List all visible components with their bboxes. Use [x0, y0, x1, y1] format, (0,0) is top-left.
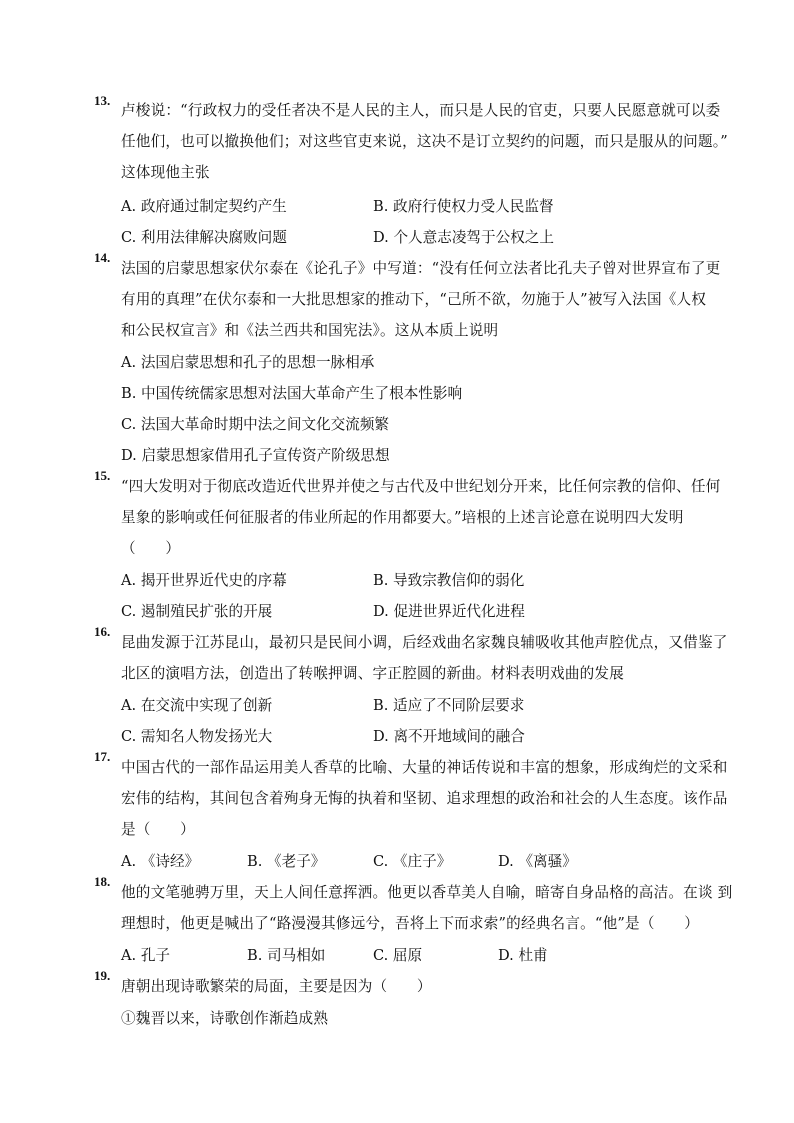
question-text-line: 有用的真理”在伏尔泰和一大批思想家的推动下，“己所不欲，勿施于人”被写入法国《人权: [121, 291, 707, 308]
option-c: C. 《庄子》: [373, 853, 452, 870]
option-b: B. 《老子》: [247, 853, 326, 870]
option-c: C. 需知名人物发扬光大: [121, 728, 273, 745]
option-b: B. 司马相如: [247, 947, 326, 964]
question-text-line: 法国的启蒙思想家伏尔泰在《论孔子》中写道：“没有任何立法者比孔夫子曾对世界宣布了更: [121, 260, 721, 277]
option-a: A. 揭开世界近代史的序幕: [121, 572, 287, 589]
option-d: D. 《离骚》: [498, 853, 577, 870]
option-b: B. 适应了不同阶层要求: [373, 697, 525, 714]
option-a: A. 孔子: [121, 947, 171, 964]
option-d: D. 杜甫: [498, 947, 548, 964]
option-c: C. 利用法律解决腐败问题: [121, 229, 287, 246]
question-text-line: 他的文笔驰骋万里，天上人间任意挥洒。他更以香草美人自喻，暗寄自身品格的高洁。在谈 到: [121, 884, 733, 901]
question-text-line: 这体现他主张: [121, 164, 210, 181]
question-number: 13.: [94, 93, 111, 108]
question-number: 14.: [94, 250, 111, 265]
question-text-line: 卢梭说：“行政权力的受任者决不是人民的主人，而只是人民的官吏，只要人民愿意就可以委: [121, 102, 721, 119]
question-text-line: 和公民权宣言》和《法兰西共和国宪法》。这从本质上说明: [121, 322, 499, 339]
question-text-line: 星象的影响或任何征服者的伟业所起的作用都要大。”培根的上述言论意在说明四大发明: [121, 509, 684, 526]
question-text-line: 是（ ）: [121, 821, 195, 838]
option-d: D. 促进世界近代化进程: [373, 603, 525, 620]
question-number: 16.: [94, 624, 111, 639]
option-c: C. 遏制殖民扩张的开展: [121, 603, 273, 620]
option-a: A. 法国启蒙思想和孔子的思想一脉相承: [121, 354, 375, 371]
question-text-line: 北区的演唱方法，创造出了转喉押调、字正腔圆的新曲。材料表明戏曲的发展: [121, 665, 624, 682]
option-b: B. 导致宗教信仰的弱化: [373, 572, 525, 589]
question-number: 19.: [94, 968, 111, 983]
question-number: 17.: [94, 749, 111, 764]
option-b: B. 中国传统儒家思想对法国大革命产生了根本性影响: [121, 385, 463, 402]
question-text-line: 任他们，也可以撤换他们；对这些官吏来说，这决不是订立契约的问题，而只是服从的问题。”: [121, 133, 728, 150]
question-text-line: （ ）: [121, 540, 181, 557]
question-text-line: 昆曲发源于江苏昆山，最初只是民间小调，后经戏曲名家魏良辅吸收其他声腔优点，又借鉴了: [121, 634, 728, 651]
question-number: 15.: [94, 468, 111, 483]
option-a: A. 《诗经》: [121, 853, 200, 870]
question-text-line: 宏伟的结构，其间包含着殉身无悔的执着和坚韧、追求理想的政治和社会的人生态度。该作品: [121, 790, 728, 807]
question-text-line: 理想时，他更是喊出了“路漫漫其修远兮，吾将上下而求索”的经典名言。“他”是（ ）: [121, 915, 700, 932]
option-c: C. 法国大革命时期中法之间文化交流频繁: [121, 416, 390, 433]
option-a: A. 在交流中实现了创新: [121, 697, 273, 714]
question-text-line: 唐朝出现诗歌繁荣的局面，主要是因为（ ）: [121, 978, 432, 995]
question-text-line: “四大发明对于彻底改造近代世界并使之与古代及中世纪划分开来，比任何宗教的信仰、任何: [121, 478, 721, 495]
option-a: A. 政府通过制定契约产生: [121, 198, 287, 215]
option-d: D. 个人意志凌驾于公权之上: [373, 229, 554, 246]
question-text-line: ①魏晋以来，诗歌创作渐趋成熟: [121, 1010, 329, 1027]
option-d: D. 启蒙思想家借用孔子宣传资产阶级思想: [121, 447, 390, 464]
option-c: C. 屈原: [373, 947, 423, 964]
option-d: D. 离不开地域间的融合: [373, 728, 525, 745]
question-number: 18.: [94, 874, 111, 889]
option-b: B. 政府行使权力受人民监督: [373, 198, 554, 215]
question-text-line: 中国古代的一部作品运用美人香草的比喻、大量的神话传说和丰富的想象，形成绚烂的文采和: [121, 759, 728, 776]
